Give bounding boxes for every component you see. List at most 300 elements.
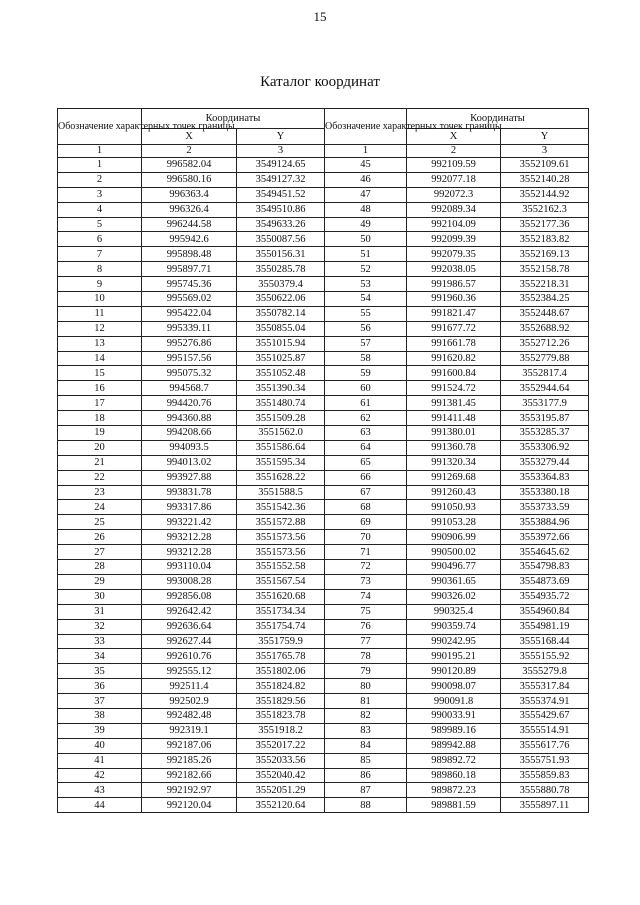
point-number: 34 bbox=[58, 649, 142, 664]
y-coordinate: 3555617.76 bbox=[501, 738, 589, 753]
x-coordinate: 989881.59 bbox=[407, 798, 501, 813]
point-number: 37 bbox=[58, 694, 142, 709]
y-coordinate: 3552712.26 bbox=[501, 336, 589, 351]
y-coordinate: 3551572.88 bbox=[237, 515, 325, 530]
x-coordinate: 996580.16 bbox=[142, 172, 237, 187]
point-number: 80 bbox=[325, 679, 407, 694]
point-number: 44 bbox=[58, 798, 142, 813]
point-number: 38 bbox=[58, 708, 142, 723]
y-coordinate: 3551509.28 bbox=[237, 411, 325, 426]
point-number: 28 bbox=[58, 560, 142, 575]
y-coordinate: 3553279.44 bbox=[501, 455, 589, 470]
x-coordinate: 992072.3 bbox=[407, 187, 501, 202]
y-coordinate: 3553884.96 bbox=[501, 515, 589, 530]
x-coordinate: 992099.39 bbox=[407, 232, 501, 247]
point-number: 29 bbox=[58, 574, 142, 589]
column-index: 2 bbox=[142, 145, 237, 158]
page-title: Каталог координат bbox=[260, 74, 380, 90]
point-number: 88 bbox=[325, 798, 407, 813]
point-number: 42 bbox=[58, 768, 142, 783]
table-row bbox=[58, 574, 589, 589]
table-row bbox=[58, 753, 589, 768]
y-header-right: Y bbox=[501, 129, 589, 145]
y-coordinate: 3555168.44 bbox=[501, 634, 589, 649]
y-coordinate: 3551025.87 bbox=[237, 351, 325, 366]
coordinates-header-left: Координаты bbox=[142, 109, 325, 129]
x-coordinate: 993831.78 bbox=[142, 485, 237, 500]
x-coordinate: 992610.76 bbox=[142, 649, 237, 664]
x-coordinate: 994360.88 bbox=[142, 411, 237, 426]
y-coordinate: 3554935.72 bbox=[501, 589, 589, 604]
x-coordinate: 992856.08 bbox=[142, 589, 237, 604]
x-coordinate: 991986.57 bbox=[407, 277, 501, 292]
point-number: 62 bbox=[325, 411, 407, 426]
point-number: 41 bbox=[58, 753, 142, 768]
y-coordinate: 3551480.74 bbox=[237, 396, 325, 411]
point-number: 18 bbox=[58, 411, 142, 426]
x-coordinate: 995075.32 bbox=[142, 366, 237, 381]
y-coordinate: 3551573.56 bbox=[237, 545, 325, 560]
point-number: 26 bbox=[58, 530, 142, 545]
table-row bbox=[58, 351, 589, 366]
y-coordinate: 3552033.56 bbox=[237, 753, 325, 768]
table-row bbox=[58, 366, 589, 381]
point-number: 86 bbox=[325, 768, 407, 783]
x-coordinate: 996582.04 bbox=[142, 158, 237, 173]
table-row bbox=[58, 187, 589, 202]
x-coordinate: 990361.65 bbox=[407, 574, 501, 589]
x-coordinate: 992627.44 bbox=[142, 634, 237, 649]
table-row bbox=[58, 515, 589, 530]
table-row bbox=[58, 292, 589, 307]
x-coordinate: 990325.4 bbox=[407, 604, 501, 619]
point-number: 82 bbox=[325, 708, 407, 723]
y-coordinate: 3551829.56 bbox=[237, 694, 325, 709]
x-coordinate: 995745.36 bbox=[142, 277, 237, 292]
table-row bbox=[58, 470, 589, 485]
y-coordinate: 3552218.31 bbox=[501, 277, 589, 292]
page-number: 15 bbox=[313, 9, 327, 24]
y-coordinate: 3551595.34 bbox=[237, 455, 325, 470]
x-coordinate: 992120.04 bbox=[142, 798, 237, 813]
table-row bbox=[58, 232, 589, 247]
x-header-right: X bbox=[407, 129, 501, 145]
y-coordinate: 3551734.34 bbox=[237, 604, 325, 619]
y-coordinate: 3551802.06 bbox=[237, 664, 325, 679]
point-number: 32 bbox=[58, 619, 142, 634]
x-coordinate: 991269.68 bbox=[407, 470, 501, 485]
y-coordinate: 3551824.82 bbox=[237, 679, 325, 694]
point-number: 57 bbox=[325, 336, 407, 351]
y-coordinate: 3549451.52 bbox=[237, 187, 325, 202]
table-row bbox=[58, 604, 589, 619]
point-number: 10 bbox=[58, 292, 142, 307]
y-coordinate: 3552017.22 bbox=[237, 738, 325, 753]
x-coordinate: 991524.72 bbox=[407, 381, 501, 396]
point-number: 81 bbox=[325, 694, 407, 709]
x-coordinate: 991260.43 bbox=[407, 485, 501, 500]
y-coordinate: 3551823.78 bbox=[237, 708, 325, 723]
point-number: 51 bbox=[325, 247, 407, 262]
x-coordinate: 989860.18 bbox=[407, 768, 501, 783]
point-number: 65 bbox=[325, 455, 407, 470]
point-number: 8 bbox=[58, 262, 142, 277]
point-number: 61 bbox=[325, 396, 407, 411]
x-coordinate: 992555.12 bbox=[142, 664, 237, 679]
point-number: 45 bbox=[325, 158, 407, 173]
x-coordinate: 989872.23 bbox=[407, 783, 501, 798]
x-coordinate: 996363.4 bbox=[142, 187, 237, 202]
point-number: 47 bbox=[325, 187, 407, 202]
point-number: 15 bbox=[58, 366, 142, 381]
y-coordinate: 3555897.11 bbox=[501, 798, 589, 813]
y-coordinate: 3551918.2 bbox=[237, 723, 325, 738]
point-number: 46 bbox=[325, 172, 407, 187]
x-coordinate: 990120.89 bbox=[407, 664, 501, 679]
table-row bbox=[58, 664, 589, 679]
x-coordinate: 990091.8 bbox=[407, 694, 501, 709]
point-number: 66 bbox=[325, 470, 407, 485]
table-row bbox=[58, 649, 589, 664]
point-number: 6 bbox=[58, 232, 142, 247]
x-coordinate: 992038.05 bbox=[407, 262, 501, 277]
coordinates-table bbox=[57, 108, 589, 813]
x-coordinate: 992502.9 bbox=[142, 694, 237, 709]
point-number: 52 bbox=[325, 262, 407, 277]
point-number: 7 bbox=[58, 247, 142, 262]
y-coordinate: 3552688.92 bbox=[501, 321, 589, 336]
x-coordinate: 995898.48 bbox=[142, 247, 237, 262]
y-coordinate: 3553972.66 bbox=[501, 530, 589, 545]
y-coordinate: 3551542.36 bbox=[237, 500, 325, 515]
point-number: 56 bbox=[325, 321, 407, 336]
point-number: 36 bbox=[58, 679, 142, 694]
table-row bbox=[58, 440, 589, 455]
x-coordinate: 991381.45 bbox=[407, 396, 501, 411]
y-coordinate: 3553195.87 bbox=[501, 411, 589, 426]
y-coordinate: 3552779.88 bbox=[501, 351, 589, 366]
table-row bbox=[58, 158, 589, 173]
y-coordinate: 3553733.59 bbox=[501, 500, 589, 515]
x-coordinate: 992109.59 bbox=[407, 158, 501, 173]
point-number: 19 bbox=[58, 426, 142, 441]
point-number: 49 bbox=[325, 217, 407, 232]
column-index: 1 bbox=[58, 145, 142, 158]
point-number: 11 bbox=[58, 306, 142, 321]
y-coordinate: 3554873.69 bbox=[501, 574, 589, 589]
table-row bbox=[58, 798, 589, 813]
y-coordinate: 3553177.9 bbox=[501, 396, 589, 411]
x-coordinate: 993212.28 bbox=[142, 545, 237, 560]
x-coordinate: 990195.21 bbox=[407, 649, 501, 664]
point-number: 27 bbox=[58, 545, 142, 560]
table-row bbox=[58, 277, 589, 292]
y-coordinate: 3552448.67 bbox=[501, 306, 589, 321]
point-number: 54 bbox=[325, 292, 407, 307]
y-coordinate: 3551562.0 bbox=[237, 426, 325, 441]
y-coordinate: 3555317.84 bbox=[501, 679, 589, 694]
point-number: 2 bbox=[58, 172, 142, 187]
x-coordinate: 991677.72 bbox=[407, 321, 501, 336]
column-index: 2 bbox=[407, 145, 501, 158]
point-number: 55 bbox=[325, 306, 407, 321]
x-coordinate: 992511.4 bbox=[142, 679, 237, 694]
point-number: 48 bbox=[325, 202, 407, 217]
x-coordinate: 991620.82 bbox=[407, 351, 501, 366]
point-number: 43 bbox=[58, 783, 142, 798]
y-coordinate: 3549127.32 bbox=[237, 172, 325, 187]
y-coordinate: 3552162.3 bbox=[501, 202, 589, 217]
column-index: 3 bbox=[237, 145, 325, 158]
x-coordinate: 991821.47 bbox=[407, 306, 501, 321]
point-number: 4 bbox=[58, 202, 142, 217]
x-coordinate: 990906.99 bbox=[407, 530, 501, 545]
table-row bbox=[58, 426, 589, 441]
y-coordinate: 3552177.36 bbox=[501, 217, 589, 232]
point-number: 76 bbox=[325, 619, 407, 634]
table-row bbox=[58, 738, 589, 753]
x-coordinate: 994208.66 bbox=[142, 426, 237, 441]
x-coordinate: 992104.09 bbox=[407, 217, 501, 232]
point-number: 77 bbox=[325, 634, 407, 649]
point-number: 22 bbox=[58, 470, 142, 485]
y-coordinate: 3552169.13 bbox=[501, 247, 589, 262]
y-coordinate: 3550782.14 bbox=[237, 306, 325, 321]
x-coordinate: 993221.42 bbox=[142, 515, 237, 530]
table-row bbox=[58, 560, 589, 575]
x-coordinate: 989989.16 bbox=[407, 723, 501, 738]
y-coordinate: 3550156.31 bbox=[237, 247, 325, 262]
table-row bbox=[58, 723, 589, 738]
x-coordinate: 992642.42 bbox=[142, 604, 237, 619]
x-coordinate: 989892.72 bbox=[407, 753, 501, 768]
table-row bbox=[58, 679, 589, 694]
y-coordinate: 3555429.67 bbox=[501, 708, 589, 723]
x-coordinate: 991320.34 bbox=[407, 455, 501, 470]
x-coordinate: 992185.26 bbox=[142, 753, 237, 768]
table-row bbox=[58, 336, 589, 351]
table-row bbox=[58, 783, 589, 798]
y-coordinate: 3550855.04 bbox=[237, 321, 325, 336]
x-coordinate: 992089.34 bbox=[407, 202, 501, 217]
point-number: 84 bbox=[325, 738, 407, 753]
y-coordinate: 3550087.56 bbox=[237, 232, 325, 247]
x-coordinate: 990098.07 bbox=[407, 679, 501, 694]
point-number: 1 bbox=[58, 158, 142, 173]
x-coordinate: 994093.5 bbox=[142, 440, 237, 455]
x-coordinate: 995339.11 bbox=[142, 321, 237, 336]
point-number: 75 bbox=[325, 604, 407, 619]
point-number: 83 bbox=[325, 723, 407, 738]
point-number: 85 bbox=[325, 753, 407, 768]
point-number: 53 bbox=[325, 277, 407, 292]
column-index: 3 bbox=[501, 145, 589, 158]
y-coordinate: 3551620.68 bbox=[237, 589, 325, 604]
x-coordinate: 993927.88 bbox=[142, 470, 237, 485]
point-number: 68 bbox=[325, 500, 407, 515]
point-number: 71 bbox=[325, 545, 407, 560]
y-coordinate: 3552109.61 bbox=[501, 158, 589, 173]
x-coordinate: 992192.97 bbox=[142, 783, 237, 798]
point-number: 14 bbox=[58, 351, 142, 366]
x-coordinate: 992079.35 bbox=[407, 247, 501, 262]
y-coordinate: 3552158.78 bbox=[501, 262, 589, 277]
y-coordinate: 3552944.64 bbox=[501, 381, 589, 396]
x-coordinate: 992636.64 bbox=[142, 619, 237, 634]
x-coordinate: 990242.95 bbox=[407, 634, 501, 649]
point-number: 63 bbox=[325, 426, 407, 441]
y-coordinate: 3551754.74 bbox=[237, 619, 325, 634]
x-coordinate: 996244.58 bbox=[142, 217, 237, 232]
table-row bbox=[58, 500, 589, 515]
point-number: 30 bbox=[58, 589, 142, 604]
y-coordinate: 3551573.56 bbox=[237, 530, 325, 545]
designation-header-right: Обозначение характерных точек границы bbox=[325, 109, 407, 145]
x-coordinate: 995422.04 bbox=[142, 306, 237, 321]
point-number: 9 bbox=[58, 277, 142, 292]
x-coordinate: 994013.02 bbox=[142, 455, 237, 470]
point-number: 60 bbox=[325, 381, 407, 396]
table-row bbox=[58, 172, 589, 187]
x-coordinate: 992182.66 bbox=[142, 768, 237, 783]
x-coordinate: 994420.76 bbox=[142, 396, 237, 411]
table-body bbox=[58, 158, 589, 813]
y-coordinate: 3553364.83 bbox=[501, 470, 589, 485]
table-row bbox=[58, 768, 589, 783]
y-coordinate: 3552051.29 bbox=[237, 783, 325, 798]
point-number: 31 bbox=[58, 604, 142, 619]
coordinates-header-right: Координаты bbox=[407, 109, 589, 129]
y-coordinate: 3553285.37 bbox=[501, 426, 589, 441]
table-row bbox=[58, 589, 589, 604]
point-number: 39 bbox=[58, 723, 142, 738]
point-number: 17 bbox=[58, 396, 142, 411]
y-coordinate: 3549510.86 bbox=[237, 202, 325, 217]
x-coordinate: 991050.93 bbox=[407, 500, 501, 515]
x-coordinate: 991960.36 bbox=[407, 292, 501, 307]
y-coordinate: 3554645.62 bbox=[501, 545, 589, 560]
point-number: 70 bbox=[325, 530, 407, 545]
x-coordinate: 993317.86 bbox=[142, 500, 237, 515]
column-index: 1 bbox=[325, 145, 407, 158]
table-row bbox=[58, 455, 589, 470]
point-number: 69 bbox=[325, 515, 407, 530]
y-coordinate: 3549633.26 bbox=[237, 217, 325, 232]
point-number: 78 bbox=[325, 649, 407, 664]
point-number: 72 bbox=[325, 560, 407, 575]
x-coordinate: 990326.02 bbox=[407, 589, 501, 604]
x-coordinate: 995897.71 bbox=[142, 262, 237, 277]
table-row bbox=[58, 485, 589, 500]
point-number: 73 bbox=[325, 574, 407, 589]
x-coordinate: 992482.48 bbox=[142, 708, 237, 723]
x-coordinate: 990359.74 bbox=[407, 619, 501, 634]
y-coordinate: 3552120.64 bbox=[237, 798, 325, 813]
x-coordinate: 995157.56 bbox=[142, 351, 237, 366]
x-coordinate: 994568.7 bbox=[142, 381, 237, 396]
y-coordinate: 3554960.84 bbox=[501, 604, 589, 619]
y-coordinate: 3552140.28 bbox=[501, 172, 589, 187]
y-coordinate: 3555374.91 bbox=[501, 694, 589, 709]
designation-header-left: Обозначение характерных точек границы bbox=[58, 109, 142, 145]
point-number: 21 bbox=[58, 455, 142, 470]
table-row bbox=[58, 530, 589, 545]
x-coordinate: 989942.88 bbox=[407, 738, 501, 753]
x-coordinate: 993008.28 bbox=[142, 574, 237, 589]
x-coordinate: 992187.06 bbox=[142, 738, 237, 753]
table-row bbox=[58, 634, 589, 649]
point-number: 12 bbox=[58, 321, 142, 336]
table-row bbox=[58, 545, 589, 560]
y-coordinate: 3555751.93 bbox=[501, 753, 589, 768]
y-coordinate: 3552384.25 bbox=[501, 292, 589, 307]
x-coordinate: 996326.4 bbox=[142, 202, 237, 217]
y-coordinate: 3552040.42 bbox=[237, 768, 325, 783]
y-coordinate: 3552817.4 bbox=[501, 366, 589, 381]
x-coordinate: 990033.91 bbox=[407, 708, 501, 723]
table-row bbox=[58, 708, 589, 723]
table-row bbox=[58, 619, 589, 634]
y-coordinate: 3555514.91 bbox=[501, 723, 589, 738]
y-coordinate: 3551628.22 bbox=[237, 470, 325, 485]
point-number: 50 bbox=[325, 232, 407, 247]
x-header-left: X bbox=[142, 129, 237, 145]
y-coordinate: 3551588.5 bbox=[237, 485, 325, 500]
x-coordinate: 995942.6 bbox=[142, 232, 237, 247]
table-row bbox=[58, 262, 589, 277]
point-number: 24 bbox=[58, 500, 142, 515]
point-number: 25 bbox=[58, 515, 142, 530]
y-coordinate: 3553380.18 bbox=[501, 485, 589, 500]
x-coordinate: 995569.02 bbox=[142, 292, 237, 307]
point-number: 79 bbox=[325, 664, 407, 679]
point-number: 5 bbox=[58, 217, 142, 232]
y-coordinate: 3551567.54 bbox=[237, 574, 325, 589]
point-number: 33 bbox=[58, 634, 142, 649]
table-row bbox=[58, 381, 589, 396]
y-coordinate: 3550622.06 bbox=[237, 292, 325, 307]
y-coordinate: 3552183.82 bbox=[501, 232, 589, 247]
x-coordinate: 991600.84 bbox=[407, 366, 501, 381]
y-coordinate: 3551586.64 bbox=[237, 440, 325, 455]
x-coordinate: 991411.48 bbox=[407, 411, 501, 426]
y-coordinate: 3555859.83 bbox=[501, 768, 589, 783]
x-coordinate: 993212.28 bbox=[142, 530, 237, 545]
y-coordinate: 3549124.65 bbox=[237, 158, 325, 173]
y-coordinate: 3550379.4 bbox=[237, 277, 325, 292]
y-header-left: Y bbox=[237, 129, 325, 145]
point-number: 58 bbox=[325, 351, 407, 366]
point-number: 87 bbox=[325, 783, 407, 798]
x-coordinate: 992319.1 bbox=[142, 723, 237, 738]
y-coordinate: 3555279.8 bbox=[501, 664, 589, 679]
y-coordinate: 3551552.58 bbox=[237, 560, 325, 575]
table-row bbox=[58, 396, 589, 411]
point-number: 59 bbox=[325, 366, 407, 381]
y-coordinate: 3551015.94 bbox=[237, 336, 325, 351]
point-number: 13 bbox=[58, 336, 142, 351]
x-coordinate: 990496.77 bbox=[407, 560, 501, 575]
x-coordinate: 993110.04 bbox=[142, 560, 237, 575]
y-coordinate: 3553306.92 bbox=[501, 440, 589, 455]
y-coordinate: 3554798.83 bbox=[501, 560, 589, 575]
x-coordinate: 991380.01 bbox=[407, 426, 501, 441]
point-number: 16 bbox=[58, 381, 142, 396]
point-number: 23 bbox=[58, 485, 142, 500]
y-coordinate: 3552144.92 bbox=[501, 187, 589, 202]
x-coordinate: 992077.18 bbox=[407, 172, 501, 187]
x-coordinate: 991661.78 bbox=[407, 336, 501, 351]
